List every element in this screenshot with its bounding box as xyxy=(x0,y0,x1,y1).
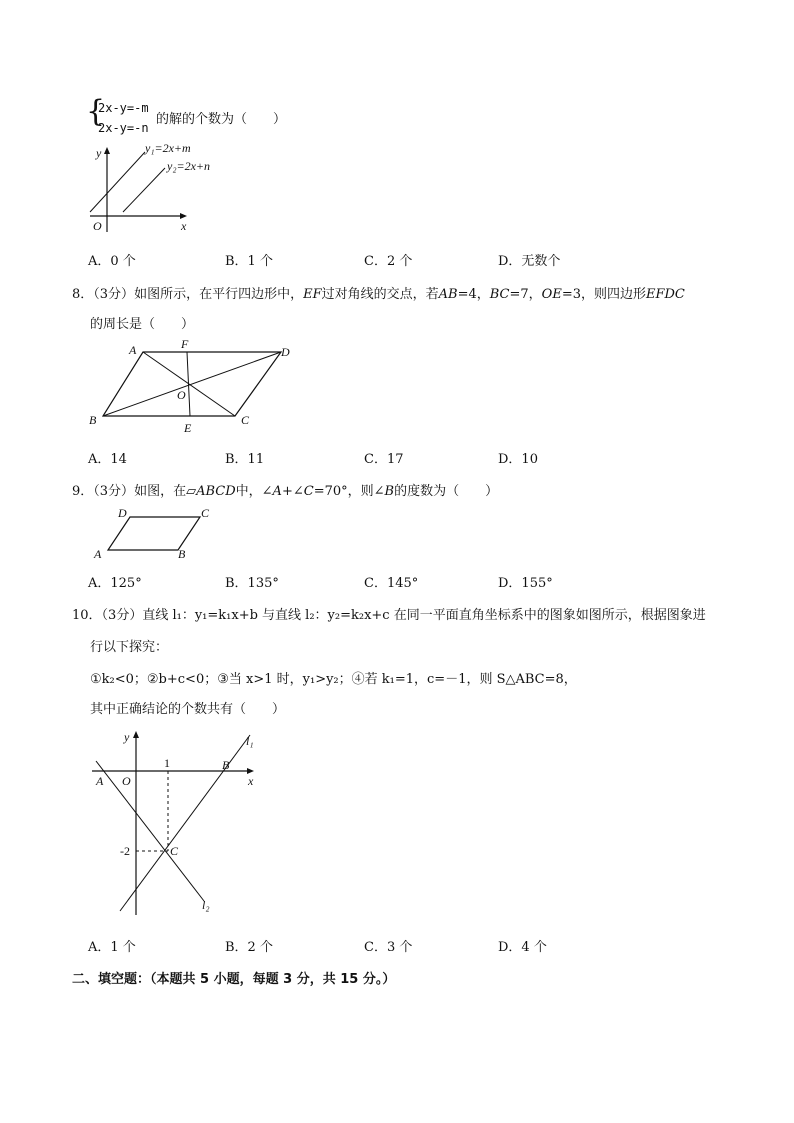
q9-option-c: C．145° xyxy=(364,576,419,591)
q8-stem-line2: 的周长是（ ） xyxy=(90,317,195,332)
q8-option-b: B．11 xyxy=(225,452,265,467)
q8-label-c: C xyxy=(241,413,250,427)
q8-label-a: A xyxy=(129,343,137,357)
q10-stem-line1: 10．（3分）直线 l₁：y₁=k₁x+b 与直线 l₂：y₂=k₂x+c 在同一平面直角坐标系中的图象如图所示，根据图象进 xyxy=(72,608,706,623)
q9-label-a: A xyxy=(94,547,102,561)
q10-label-c: C xyxy=(170,844,179,858)
q10-label-b: B xyxy=(222,758,230,772)
q7-option-b: B．1 个 xyxy=(225,254,273,269)
q7-stem: 的解的个数为（ ） xyxy=(156,112,287,127)
q10-origin-label: O xyxy=(122,774,131,788)
q10-label-l1: l₁ xyxy=(246,734,254,748)
q10-y-label: y xyxy=(124,730,130,744)
q9-option-b: B．135° xyxy=(225,576,279,591)
q7-x-label: x xyxy=(181,219,187,233)
q8-label-d: D xyxy=(281,345,290,359)
q9-stem: 9．（3分）如图，在▱ABCD中，∠A+∠C=70°，则∠B的度数为（ ） xyxy=(72,484,499,499)
q8-label-f: F xyxy=(181,337,189,351)
q10-label-a: A xyxy=(96,774,104,788)
q10-tick-neg2: -2 xyxy=(120,844,130,858)
q8-option-c: C．17 xyxy=(364,452,404,467)
q7-equation-1: 2x-y=-m xyxy=(98,101,149,115)
q8-parallelogram-figure xyxy=(85,337,315,440)
q10-option-a: A．1 个 xyxy=(88,940,136,955)
q8-option-a: A．14 xyxy=(88,452,127,467)
q7-graph xyxy=(85,140,235,240)
q10-question: 其中正确结论的个数共有（ ） xyxy=(90,702,286,717)
q10-option-d: D．4 个 xyxy=(498,940,547,955)
system-brace: { xyxy=(86,94,106,129)
section-2-heading: 二、填空题：（本题共 5 小题，每题 3 分，共 15 分。） xyxy=(72,972,396,987)
q7-y-label: y xyxy=(96,146,102,160)
q8-label-b: B xyxy=(89,413,97,427)
q8-stem-line1: 8．（3分）如图所示，在平行四边形中，EF过对角线的交点，若AB=4，BC=7，OE=3，则四边形EFDC xyxy=(72,287,685,302)
q7-option-c: C．2 个 xyxy=(364,254,413,269)
q7-option-a: A．0 个 xyxy=(88,254,136,269)
q10-conclusions: ①k₂<0；②b+c<0；③当 x>1 时，y₁>y₂；④若 k₁=1，c=－1，则 S△ABC=8， xyxy=(90,672,577,687)
q9-option-a: A．125° xyxy=(88,576,142,591)
q7-option-d: D．无数个 xyxy=(498,254,561,269)
q9-label-b: B xyxy=(178,547,186,561)
q10-option-c: C．3 个 xyxy=(364,940,413,955)
q7-line2-label: y₂=2x+n xyxy=(167,159,211,173)
q10-stem-line2: 行以下探究： xyxy=(90,640,169,655)
q10-coordinate-graph xyxy=(88,725,278,925)
q9-parallelogram-figure xyxy=(88,504,228,564)
q10-label-l2: l₂ xyxy=(202,898,210,912)
q7-equation-2: 2x-y=-n xyxy=(98,121,149,135)
q8-label-e: E xyxy=(184,421,192,435)
q8-option-d: D．10 xyxy=(498,452,538,467)
q9-label-c: C xyxy=(201,506,210,520)
q8-label-o: O xyxy=(177,388,186,402)
q9-option-d: D．155° xyxy=(498,576,553,591)
q10-option-b: B．2 个 xyxy=(225,940,273,955)
q7-line1-label: y₁=2x+m xyxy=(145,141,191,155)
q7-origin-label: O xyxy=(93,219,102,233)
q10-x-label: x xyxy=(248,774,254,788)
q10-tick-1: 1 xyxy=(164,756,170,770)
q9-label-d: D xyxy=(118,506,127,520)
